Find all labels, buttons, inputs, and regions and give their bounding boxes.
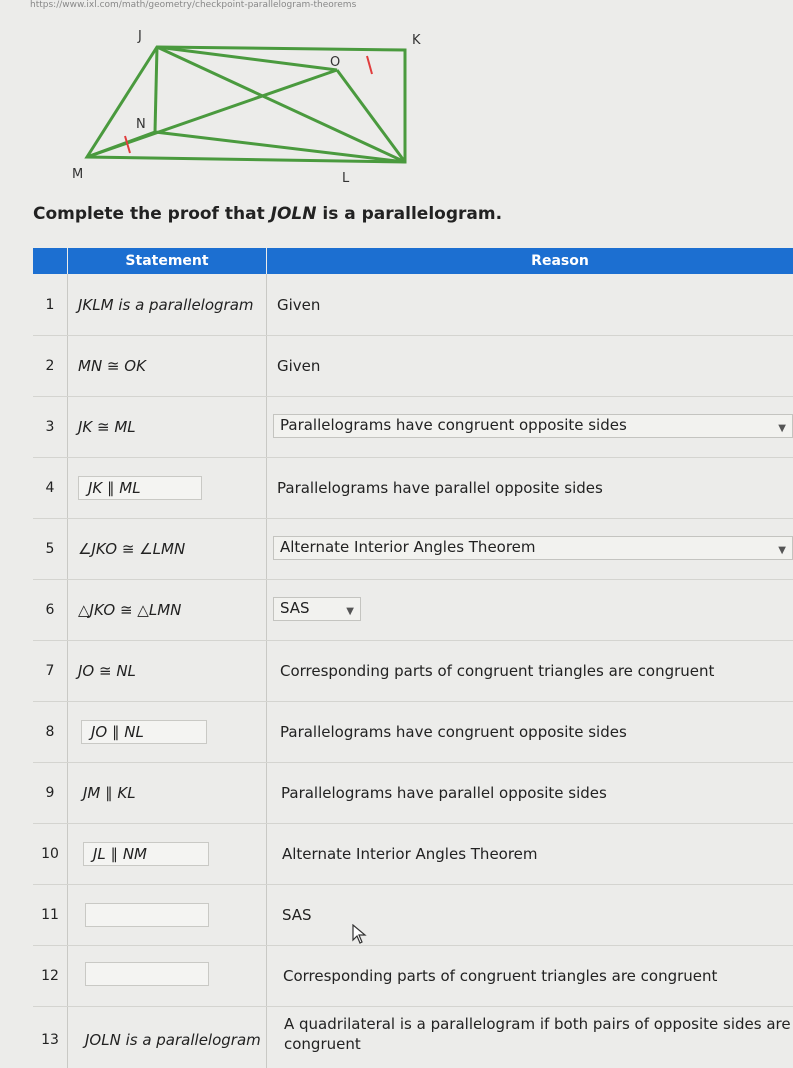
statement-text: JL ∥ NM (93, 845, 147, 863)
statement-text: △JKO ≅ △LMN (78, 601, 182, 619)
step-number: 4 (45, 480, 55, 496)
proof-row (33, 661, 793, 722)
reason-text: Given (277, 296, 321, 314)
statement-text: ∠JKO ≅ ∠LMN (78, 540, 186, 558)
reason-text: SAS (282, 906, 312, 924)
reason-dropdown[interactable] (273, 597, 361, 621)
statement-input[interactable] (85, 903, 209, 927)
reason-selected: SAS (280, 599, 310, 617)
chevron-down-icon: ▼ (778, 545, 786, 556)
reason-dropdown[interactable] (273, 536, 793, 560)
header-num (33, 248, 67, 274)
header-statement: Statement (68, 248, 266, 274)
proof-row (33, 539, 793, 600)
reason-dropdown[interactable] (273, 414, 793, 438)
label-k: K (412, 33, 421, 48)
statement-text: JK ∥ ML (88, 479, 141, 497)
statement-text: JK ≅ ML (78, 418, 136, 436)
label-n: N (136, 117, 146, 132)
reason-text: Alternate Interior Angles Theorem (282, 845, 538, 863)
step-number: 6 (45, 602, 55, 618)
label-j: J (138, 29, 142, 44)
step-number: 1 (45, 297, 55, 313)
step-number: 2 (45, 358, 55, 374)
step-number: 12 (41, 968, 59, 984)
statement-text: JO ∥ NL (91, 723, 144, 741)
proof-row (33, 600, 793, 661)
step-number: 7 (45, 663, 55, 679)
proof-row (33, 722, 793, 783)
step-number: 9 (45, 785, 55, 801)
proof-row (33, 478, 793, 539)
reason-text: Given (277, 357, 321, 375)
label-o: O (330, 55, 341, 70)
question-prompt: Complete the proof that JOLN is a parallelogram. (33, 204, 503, 224)
proof-row (33, 1014, 793, 1068)
reason-text: Parallelograms have parallel opposite sides (281, 784, 607, 802)
statement-text: JOLN is a parallelogram (85, 1031, 261, 1049)
mouse-cursor-icon (352, 924, 368, 944)
proof-row (33, 844, 793, 905)
header-reason: Reason (267, 248, 793, 274)
browser-url: https://www.ixl.com/math/geometry/checkpoint-parallelogram-theorems (30, 0, 357, 10)
proof-row (33, 356, 793, 417)
label-l: L (342, 171, 350, 186)
reason-text: Parallelograms have parallel opposite sides (277, 479, 603, 497)
step-number: 10 (41, 846, 59, 862)
proof-row (33, 783, 793, 844)
step-number: 8 (45, 724, 55, 740)
label-m: M (72, 167, 84, 182)
reason-selected: Alternate Interior Angles Theorem (280, 538, 536, 556)
proof-row (33, 905, 793, 966)
step-number: 3 (45, 419, 55, 435)
reason-text: Corresponding parts of congruent triangles are congruent (280, 662, 715, 680)
step-number: 11 (41, 907, 59, 923)
reason-text: Corresponding parts of congruent triangles are congruent (283, 967, 718, 985)
chevron-down-icon: ▼ (346, 606, 354, 617)
statement-text: JKLM is a parallelogram (78, 296, 254, 314)
proof-row (33, 417, 793, 478)
step-number: 5 (45, 541, 55, 557)
statement-text: MN ≅ OK (78, 357, 146, 375)
statement-input[interactable] (85, 962, 209, 986)
chevron-down-icon: ▼ (778, 423, 786, 434)
reason-text: A quadrilateral is a parallelogram if both pairs of opposite sides are congruent (284, 1015, 791, 1053)
reason-selected: Parallelograms have congruent opposite sides (280, 416, 627, 434)
statement-text: JO ≅ NL (78, 662, 136, 680)
step-number: 13 (41, 1032, 59, 1048)
parallelogram-figure (70, 22, 450, 192)
statement-text: JM ∥ KL (83, 784, 136, 802)
proof-row (33, 295, 793, 356)
reason-text: Parallelograms have congruent opposite sides (280, 723, 627, 741)
